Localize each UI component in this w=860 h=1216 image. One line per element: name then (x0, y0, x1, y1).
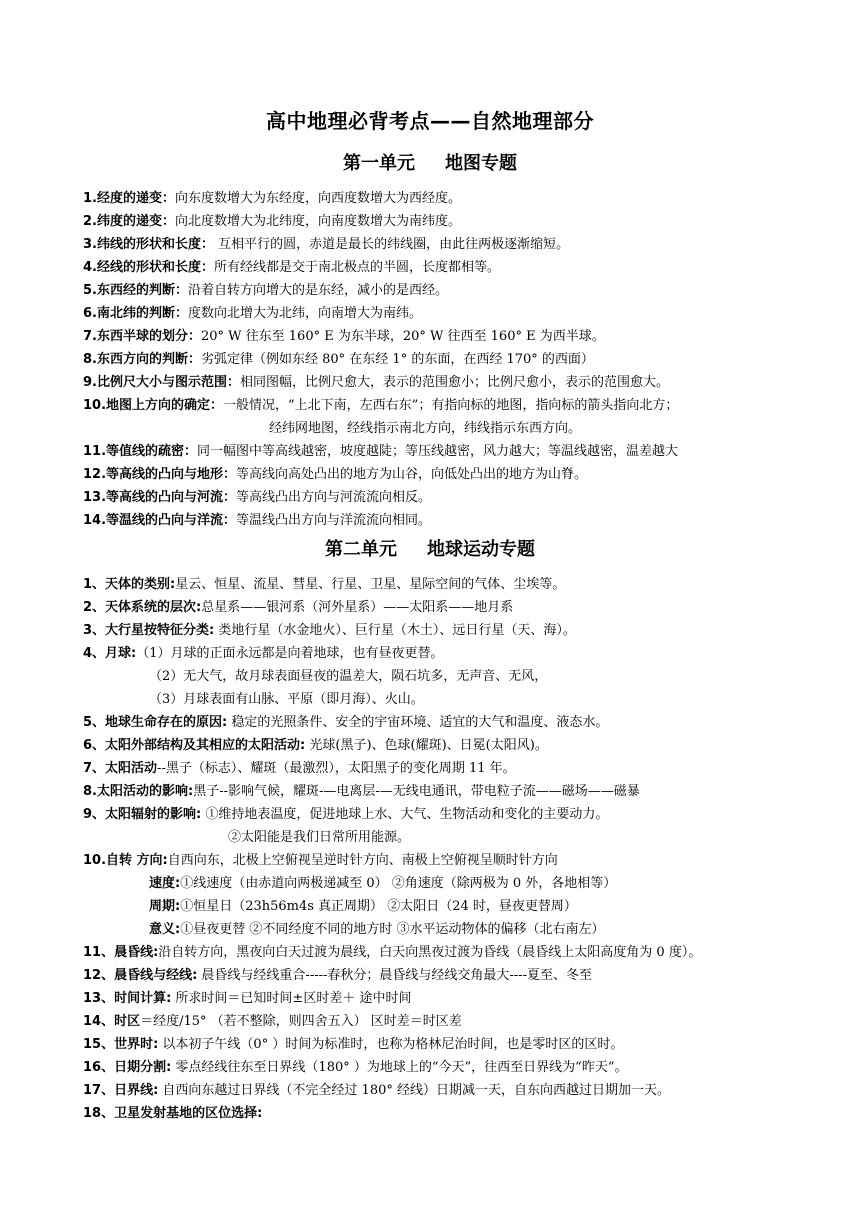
item-label: 12.等高线的凸向与地形： (83, 467, 237, 482)
item-text: --黑子（标志）、耀斑（最激烈），太阳黑子的变化周期 11 年。 (157, 761, 516, 776)
unit1-item-5 (83, 282, 448, 300)
item-label: 10.自转 方向: (83, 853, 168, 868)
unit2-heading (0, 536, 860, 564)
item-text: 晨昏线与经线重合-----春秋分；晨昏线与经线交角最大----夏至、冬至 (197, 968, 592, 983)
item-label: 12、晨昏线与经线: (83, 968, 198, 983)
unit2-part: 第二单元 (325, 539, 397, 560)
item-text: ①线速度（由赤道向两极递减至 0） ②角速度（除两极为 0 外，各地相等） (180, 876, 617, 891)
unit2-item-12 (83, 967, 592, 985)
unit1-heading (0, 150, 860, 178)
item-label: 15、世界时: (83, 1037, 159, 1052)
item-text: 一般情况，“上北下南，左西右东”；有指向标的地图，指向标的箭头指向北方； (223, 398, 679, 413)
item-text: 零点经线往东至日界线（180° ）为地球上的“今天”，往西至日界线为“昨天”。 (171, 1060, 628, 1075)
item-label: 14.等温线的凸向与洋流： (83, 513, 237, 528)
unit2-item-9 (83, 806, 608, 824)
item-label: 8.东西方向的判断： (83, 352, 201, 367)
unit2-item-3 (83, 622, 576, 640)
item-text: 向北度数增大为北纬度，向南度数增大为南纬度。 (174, 214, 461, 229)
unit2-name: 地球运动专题 (427, 539, 535, 560)
item-label: 7、太阳活动 (83, 761, 158, 776)
item-text: ①恒星日（23h56m4s 真正周期） ②太阳日（24 时，昼夜更替周） (180, 899, 577, 914)
unit2-item-14 (83, 1013, 462, 1031)
unit1-part: 第一单元 (343, 153, 415, 174)
item-text: 等高线凸出方向与河流流向相反。 (236, 490, 432, 505)
item-label: 6.南北纬的判断： (83, 306, 188, 321)
item-label: 13、时间计算: (83, 991, 172, 1006)
document-title: 高中地理必背考点——自然地理部分 (266, 109, 594, 133)
item-text: 自西向东，北极上空俯视呈逆时针方向、南极上空俯视呈顺时针方向 (167, 853, 558, 868)
unit2-item-15 (83, 1036, 623, 1054)
item-text: 黑子--影响气候，耀斑-—电离层-—无线电通讯，带电粒子流——磁场——磁暴 (193, 784, 640, 799)
unit2-item-7 (83, 760, 516, 778)
item-text: 类地行星（水金地火）、巨行星（木土）、远日行星（天、海）。 (214, 623, 576, 638)
unit1-item-10-cont (269, 420, 581, 438)
item-label: 3、大行星按特征分类: (83, 623, 215, 638)
unit1-item-12 (83, 466, 587, 484)
item-label: 周期: (149, 899, 181, 914)
item-text: 以本初子午线（0° ）时间为标准时，也称为格林尼治时间，也是零时区的区时。 (158, 1037, 624, 1052)
unit1-item-10 (83, 397, 678, 415)
item-label: 1.经度的递变： (83, 191, 175, 206)
item-label: 10.地图上方向的确定： (83, 398, 224, 413)
item-label: 4、月球: (83, 646, 137, 661)
unit2-item-10-speed (149, 875, 616, 893)
item-text: 同一幅图中等高线越密，坡度越陡；等压线越密，风力越大；等温线越密，温差越大 (197, 444, 679, 459)
unit1-item-7 (83, 328, 605, 346)
item-label: 17、日界线: (83, 1083, 159, 1098)
item-text: 互相平行的圆，赤道是最长的纬线圈，由此往两极逐渐缩短。 (213, 237, 570, 252)
item-label: 8.太阳活动的影响: (83, 784, 194, 799)
item-text: 度数向北增大为北纬，向南增大为南纬。 (187, 306, 422, 321)
unit2-item-17 (83, 1082, 670, 1100)
unit1-item-2 (83, 213, 461, 231)
item-text: 总星系——银河系（河外星系）——太阳系——地月系 (201, 600, 514, 615)
item-text: 光球(黑子)、色球(耀斑)、日冕(太阳风)。 (305, 738, 548, 753)
item-label: 4.经线的形状和长度： (83, 260, 214, 275)
item-label: 7.东西半球的划分： (83, 329, 201, 344)
unit2-item-13 (83, 990, 411, 1008)
item-text: 20° W 往东至 160° E 为东半球，20° W 往西至 160° E 为西半球。 (200, 329, 605, 344)
unit2-item-6 (83, 737, 548, 755)
unit1-name: 地图专题 (445, 153, 517, 174)
item-text: 所有经线都是交于南北极点的半圆，长度都相等。 (213, 260, 500, 275)
item-text: 劣弧定律（例如东经 80° 在东经 1° 的东面，在西经 170° 的西面） (200, 352, 594, 367)
unit2-item-8 (83, 783, 640, 801)
item-text: 相同图幅，比例尺愈大，表示的范围愈小；比例尺愈小，表示的范围愈大。 (239, 375, 669, 390)
unit1-item-9 (83, 374, 669, 392)
unit2-item-4-cont-2 (149, 691, 424, 709)
unit2-item-2 (83, 599, 513, 617)
item-label: 9.比例尺大小与图示范围： (83, 375, 240, 390)
unit2-item-18 (83, 1105, 262, 1123)
unit1-item-8 (83, 351, 594, 369)
item-text: 所求时间＝已知时间±区时差＋ 途中时间 (171, 991, 412, 1006)
item-label: 2.纬度的递变： (83, 214, 175, 229)
unit2-item-10 (83, 852, 558, 870)
unit2-item-5 (83, 714, 608, 732)
unit2-item-10-period (149, 898, 577, 916)
unit1-item-14 (83, 512, 431, 530)
item-text: 沿自转方向，黑夜向白天过渡为晨线，白天向黑夜过渡为昏线（晨昏线上太阳高度角为 0 度）。 (158, 945, 702, 960)
item-label: 13.等高线的凸向与河流： (83, 490, 237, 505)
unit2-item-10-meaning (149, 921, 604, 939)
item-label: 11、晨昏线: (83, 945, 159, 960)
item-label: 11.等值线的疏密： (83, 444, 198, 459)
item-text: 自西向东越过日界线（不完全经过 180° 经线）日期减一天，自东向西越过日期加一天。 (158, 1083, 671, 1098)
unit2-item-4-cont-1 (149, 668, 547, 686)
item-text: ②太阳能是我们日常所用能源。 (228, 830, 411, 845)
unit2-item-9-cont (228, 829, 410, 847)
item-text: 向东度数增大为东经度，向西度数增大为西经度。 (174, 191, 461, 206)
item-text: （3）月球表面有山脉、平原（即月海）、火山。 (149, 692, 424, 707)
item-label: 9、太阳辐射的影响: (83, 807, 202, 822)
unit2-item-11 (83, 944, 701, 962)
item-text: ①昼夜更替 ②不同经度不同的地方时 ③水平运动物体的偏移（北右南左） (180, 922, 605, 937)
item-text: ①维持地表温度，促进地球上水、大气、生物活动和变化的主要动力。 (201, 807, 609, 822)
unit1-item-1 (83, 190, 461, 208)
unit1-item-6 (83, 305, 422, 323)
item-text: 沿着自转方向增大的是东经，减小的是西经。 (187, 283, 448, 298)
unit1-item-4 (83, 259, 500, 277)
item-text: 稳定的光照条件、安全的宇宙环境、适宜的大气和温度、液态水。 (227, 715, 609, 730)
item-label: 16、日期分割: (83, 1060, 172, 1075)
item-label: 6、太阳外部结构及其相应的太阳活动: (83, 738, 306, 753)
item-label: 5.东西经的判断： (83, 283, 188, 298)
item-text: （1）月球的正面永远都是向着地球，也有昼夜更替。 (136, 646, 444, 661)
unit1-item-13 (83, 489, 431, 507)
item-label: 速度: (149, 876, 181, 891)
item-label: 5、地球生命存在的原因: (83, 715, 228, 730)
unit1-item-11 (83, 443, 678, 461)
item-text: （2）无大气，故月球表面昼夜的温差大，陨石坑多，无声音、无风， (149, 669, 548, 684)
item-label: 14、时区 (83, 1014, 141, 1029)
unit2-item-4 (83, 645, 444, 663)
unit2-item-1 (83, 576, 565, 594)
item-text: 经纬网地图，经线指示南北方向，纬线指示东西方向。 (269, 421, 582, 436)
unit1-item-3 (83, 236, 569, 254)
item-label: 18、卫星发射基地的区位选择: (83, 1106, 263, 1121)
item-label: 意义: (149, 922, 181, 937)
unit2-item-16 (83, 1059, 627, 1077)
item-text: 等温线凸出方向与洋流流向相同。 (236, 513, 432, 528)
item-text: ＝经度/15° （若不整除，则四舍五入） 区时差＝时区差 (140, 1014, 462, 1029)
item-label: 1、天体的类别: (83, 577, 176, 592)
item-text: 等高线向高处凸出的地方为山谷，向低处凸出的地方为山脊。 (236, 467, 588, 482)
item-text: 星云、恒星、流星、彗星、行星、卫星、星际空间的气体、尘埃等。 (175, 577, 566, 592)
item-label: 3.纬线的形状和长度： (83, 237, 214, 252)
item-label: 2、天体系统的层次: (83, 600, 202, 615)
